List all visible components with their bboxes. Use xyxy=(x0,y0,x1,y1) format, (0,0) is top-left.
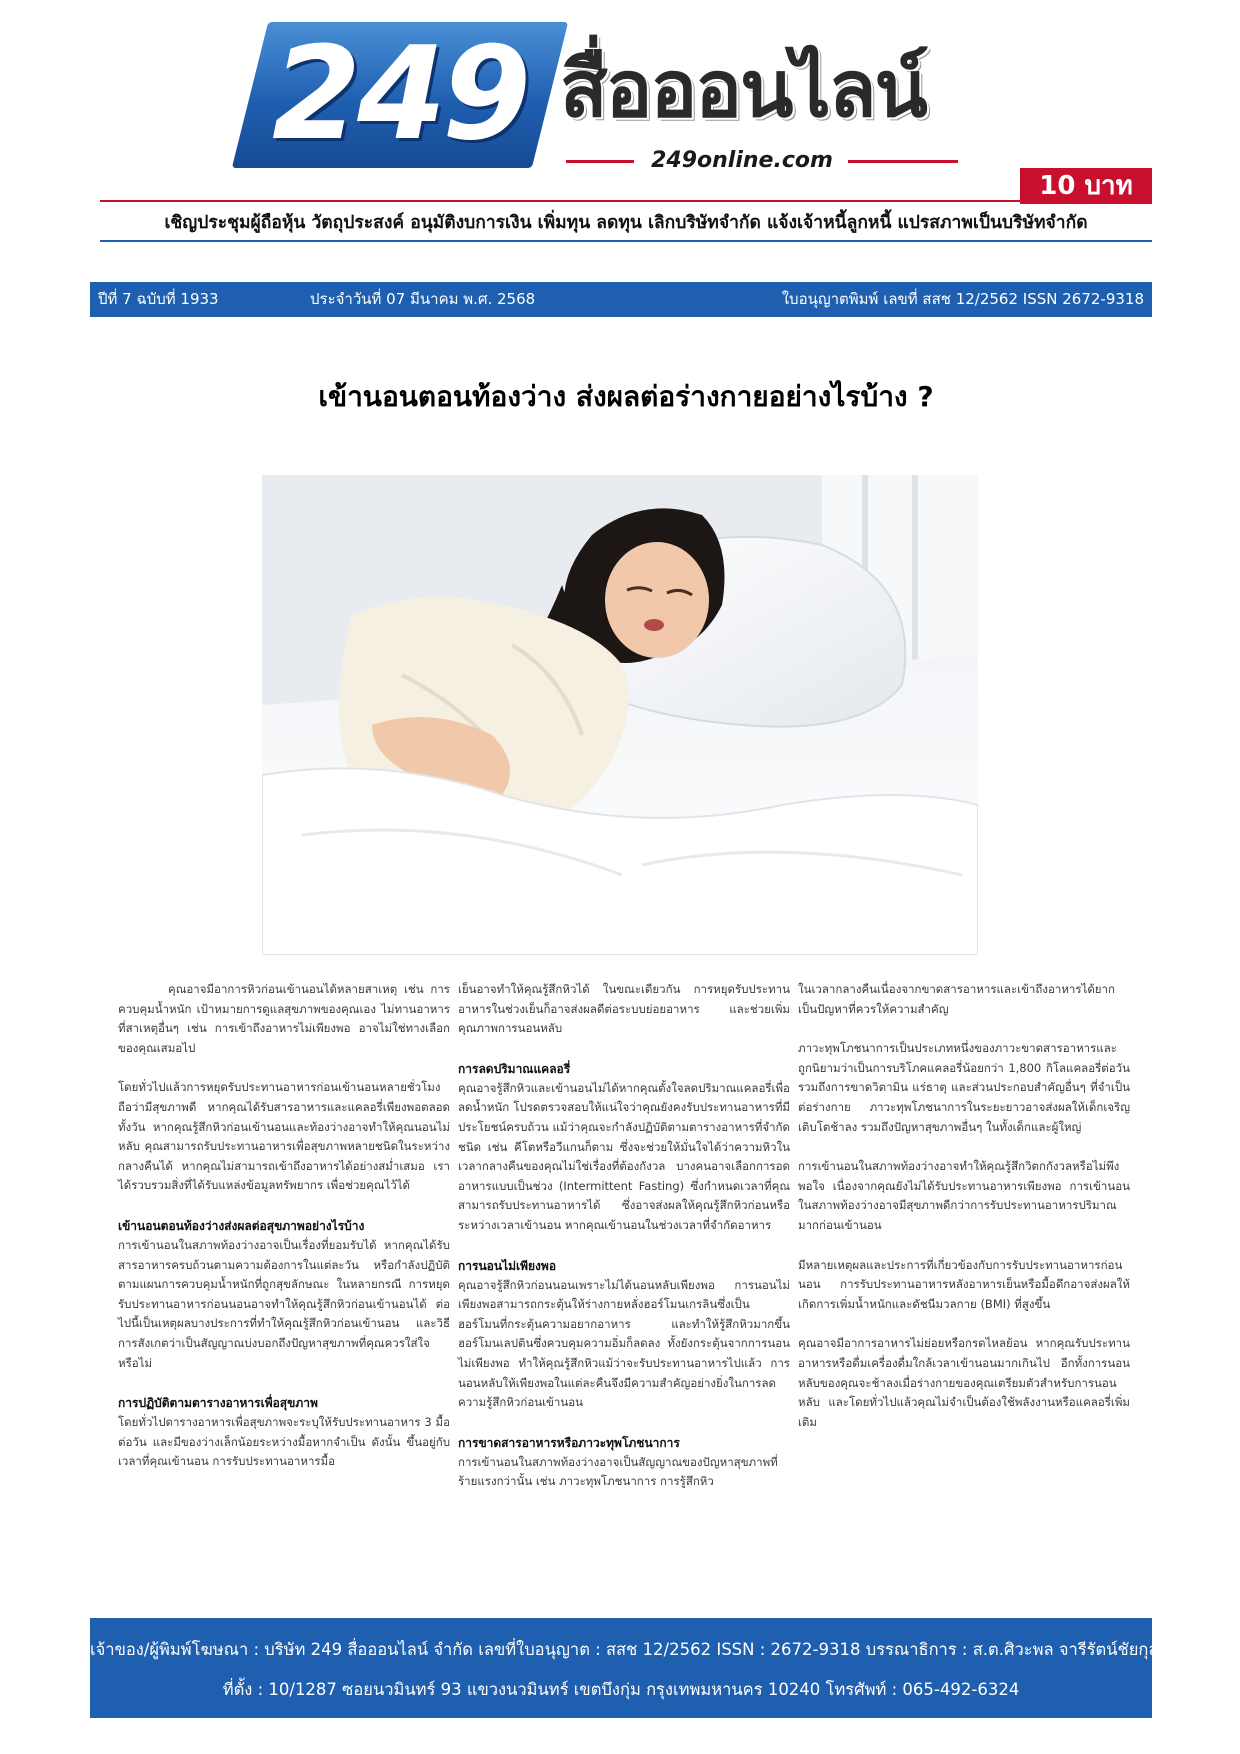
issue-license: ใบอนุญาตพิมพ์ เลขที่ สสช 12/2562 ISSN 2672-9318 xyxy=(781,290,1144,308)
paragraph: การเข้านอนในสภาพท้องว่างอาจเป็นเรื่องที่ยอมรับได้ หากคุณได้รับสารอาหารครบถ้วนตามความต้องการในแต่ละวัน หรือกำลังปฏิบัติตามแผนการควบคุมน้ำหนักที่ถูกสุขลักษณะ ในหลายกรณี การหยุดรับประทานอาหารก่อนนอนอาจทำให้คุณรู้สึกหิวก่อนเข้านอนได้ ต่อไปนี้เป็นเหตุผลบางประการที่ทำให้คุณรู้สึกหิวก่อนเข้านอน และวิธีการสังเกตว่าเป็นสัญญาณบ่งบอกถึงปัญหาสุขภาพที่คุณควรใส่ใจหรือไม่ xyxy=(118,1237,450,1370)
price-tag: 10 บาท xyxy=(1020,168,1152,204)
section-heading: การลดปริมาณแคลอรี่ xyxy=(458,1061,571,1076)
logo-number xyxy=(232,22,568,168)
paragraph: โดยทั่วไปตารางอาหารเพื่อสุขภาพจะระบุให้รับประทานอาหาร 3 มื้อต่อวัน และมีของว่างเล็กน้อยระหว่างมื้อหากจำเป็น ดังนั้น ขึ้นอยู่กับเวลาที่คุณเข้านอน การรับประทานอาหารมื้อ xyxy=(118,1415,450,1469)
paragraph: มีหลายเหตุผลและประการที่เกี่ยวข้องกับการรับประทานอาหารก่อนนอน การรับประทานอาหารหลังอาหารเย็นหรือมื้อดึกอาจส่งผลให้เกิดการเพิ่มน้ำหนักและดัชนีมวลกาย (BMI) ที่สูงขึ้น xyxy=(798,1257,1130,1311)
section-heading: การปฏิบัติตามตารางอาหารเพื่อสุขภาพ xyxy=(118,1396,318,1411)
woman-in-bed-illustration xyxy=(262,475,978,955)
section-heading: เข้านอนตอนท้องว่างส่งผลต่อสุขภาพอย่างไรบ้าง xyxy=(118,1218,365,1233)
logo-divider-left xyxy=(566,160,634,163)
article-column-2 xyxy=(458,980,790,1512)
issue-number: ปีที่ 7 ฉบับที่ 1933 xyxy=(98,290,219,308)
footer xyxy=(90,1618,1159,1718)
section-heading: การนอนไม่เพียงพอ xyxy=(458,1258,557,1273)
paragraph: การเข้านอนในสภาพท้องว่างอาจทำให้คุณรู้สึกวิตกกังวลหรือไม่พึงพอใจ เนื่องจากคุณยังไม่ได้รับประทานอาหารเพียงพอ การเข้านอนในสภาพท้องว่างอาจมีสุขภาพดีกว่าการรับประทานอาหารปริมาณมากก่อนเข้านอน xyxy=(798,1159,1130,1232)
footer-publisher: เจ้าของ/ผู้พิมพ์โฆษณา : บริษัท 249 สื่อออนไลน์ จำกัด เลขที่ใบอนุญาต : สสช 12/2562 ISSN : 2672-9318 บรรณาธิการ : ส.ต.ศิวะพล จารีรัตน์ชัยกุล xyxy=(90,1640,1159,1659)
paragraph: คุณอาจมีอาการหิวก่อนเข้านอนได้หลายสาเหตุ เช่น การควบคุมน้ำหนัก เป้าหมายการดูแลสุขภาพของคุณเอง ไม่ทานอาหารที่สาเหตุอื่นๆ เช่น การเข้าถึงอาหารไม่เพียงพอ อาจไม่ใช่ทางเลือกของคุณเสมอไป xyxy=(118,982,450,1055)
paragraph: คุณอาจมีอาการอาหารไม่ย่อยหรือกรดไหลย้อน หากคุณรับประทานอาหารหรือดื่มเครื่องดื่มใกล้เวลาเข้านอนมากเกินไป อีกทั้งการนอนหลับของคุณจะช้าลงเมื่อร่างกายของคุณเตรียมตัวสำหรับการนอนหลับ และโดยทั่วไปแล้วคุณไม่จำเป็นต้องใช้พลังงานหรือแคลอรี่เพิ่มเติม xyxy=(798,1336,1130,1429)
tagline: เชิญประชุมผู้ถือหุ้น วัตถุประสงค์ อนุมัติงบการเงิน เพิ่มทุน ลดทุน เลิกบริษัทจำกัด แจ้งเจ้าหนี้ลูกหนี้ แปรสภาพเป็นบริษัทจำกัด xyxy=(164,213,1088,233)
masthead-rule-red xyxy=(100,200,1022,202)
paragraph: คุณอาจรู้สึกหิวและเข้านอนไม่ได้หากคุณตั้งใจลดปริมาณแคลอรี่เพื่อลดน้ำหนัก โปรดตรวจสอบให้แน่ใจว่าคุณยังคงรับประทานอาหารที่มีประโยชน์ครบถ้วน แม้ว่าคุณจะกำลังปฏิบัติตามตารางอาหารที่จำกัดชนิด เช่น คีโตหรือวีแกนก็ตาม ซึ่งจะช่วยให้มั่นใจได้ว่าความหิวในเวลากลางคืนของคุณไม่ใช่เรื่องที่ต้องกังวล บางคนอาจเลือกการอดอาหารแบบเป็นช่วง (Intermittent Fasting) ซึ่งกำหนดเวลาที่คุณสามารถรับประทานอาหารได้ ซึ่งอาจส่งผลให้คุณรู้สึกหิวก่อนหรือระหว่างเวลาเข้านอน หากคุณเข้านอนในช่วงเวลาที่จำกัดอาหาร xyxy=(458,1080,790,1232)
paragraph: ในเวลากลางคืนเนื่องจากขาดสารอาหารและเข้าถึงอาหารได้ยาก เป็นปัญหาที่ควรให้ความสำคัญ xyxy=(798,982,1115,1016)
issue-bar xyxy=(90,282,1152,317)
article-headline: เข้านอนตอนท้องว่าง ส่งผลต่อร่างกายอย่างไรบ้าง ? xyxy=(318,380,934,413)
masthead-rule-blue xyxy=(100,240,1152,242)
article-photo xyxy=(262,475,978,955)
logo-divider-right xyxy=(848,160,958,163)
paragraph: ภาวะทุพโภชนาการเป็นประเภทหนึ่งของภาวะขาดสารอาหารและถูกนิยามว่าเป็นการบริโภคแคลอรี่น้อยกว่า 1,800 กิโลแคลอรี่ต่อวัน รวมถึงการขาดวิตามิน แร่ธาตุ และส่วนประกอบสำคัญอื่นๆ ที่จำเป็นต่อร่างกาย ภาวะทุพโภชนาการในระยะยาวอาจส่งผลให้เด็กเจริญเติบโตช้าลง รวมถึงปัญหาสุขภาพอื่นๆ ในทั้งเด็กและผู้ใหญ่ xyxy=(798,1041,1130,1134)
logo-number-text: 249 xyxy=(272,20,528,169)
issue-date: ประจำวันที่ 07 มีนาคม พ.ศ. 2568 xyxy=(310,290,536,308)
paragraph: เย็นอาจทำให้คุณรู้สึกหิวได้ ในขณะเดียวกัน การหยุดรับประทานอาหารในช่วงเย็นก็อาจส่งผลดีต่อระบบย่อยอาหาร และช่วยเพิ่มคุณภาพการนอนหลับ xyxy=(458,982,790,1036)
logo-url: 249online.com xyxy=(651,148,833,173)
footer-address: ที่ตั้ง : 10/1287 ซอยนวมินทร์ 93 แขวงนวมินทร์ เขตบึงกุ่ม กรุงเทพมหานคร 10240 โทรศัพท์ : 065-492-6324 xyxy=(222,1680,1020,1699)
paragraph: โดยทั่วไปแล้วการหยุดรับประทานอาหารก่อนเข้านอนหลายชั่วโมงถือว่ามีสุขภาพดี หากคุณได้รับสารอาหารและแคลอรี่เพียงพอตลอดทั้งวัน หากคุณรู้สึกหิวก่อนเข้านอนและท้องว่างอาจทำให้คุณนอนไม่หลับ คุณสามารถรับประทานอาหารเพื่อสุขภาพหลายชนิดในระหว่างกลางคืนได้ หากคุณไม่สามารถเข้าถึงอาหารได้อย่างสม่ำเสมอ เราได้รวบรวมสิ่งที่ได้รับแหล่งข้อมูลทรัพยากร เพื่อช่วยคุณไว้ได้ xyxy=(118,1080,450,1193)
article-column-1 xyxy=(118,980,450,1492)
paragraph: การเข้านอนในสภาพท้องว่างอาจเป็นสัญญาณของปัญหาสุขภาพที่ร้ายแรงกว่านั้น เช่น ภาวะทุพโภชนาการ การรู้สึกหิว xyxy=(458,1454,778,1489)
section-heading: การขาดสารอาหารหรือภาวะทุพโภชนาการ xyxy=(458,1435,680,1450)
article-column-3 xyxy=(798,980,1130,1452)
paragraph: คุณอาจรู้สึกหิวก่อนนอนเพราะไม่ได้นอนหลับเพียงพอ การนอนไม่เพียงพอสามารถกระตุ้นให้ร่างกายหลั่งฮอร์โมนเกรลินซึ่งเป็นฮอร์โมนที่กระตุ้นความอยากอาหาร และทำให้รู้สึกหิวมากขึ้น ฮอร์โมนเลปตินซึ่งควบคุมความอิ่มก็ลดลง ทั้งยังกระตุ้นจากการนอนไม่เพียงพอ ทำให้คุณรู้สึกหิวแม้ว่าจะรับประทานอาหารไปแล้ว การนอนหลับให้เพียงพอในแต่ละคืนจึงมีความสำคัญอย่างยิ่งในการลดความรู้สึกหิวก่อนเข้านอน xyxy=(458,1277,790,1410)
logo-name: สื่อออนไลน์ xyxy=(560,45,926,135)
